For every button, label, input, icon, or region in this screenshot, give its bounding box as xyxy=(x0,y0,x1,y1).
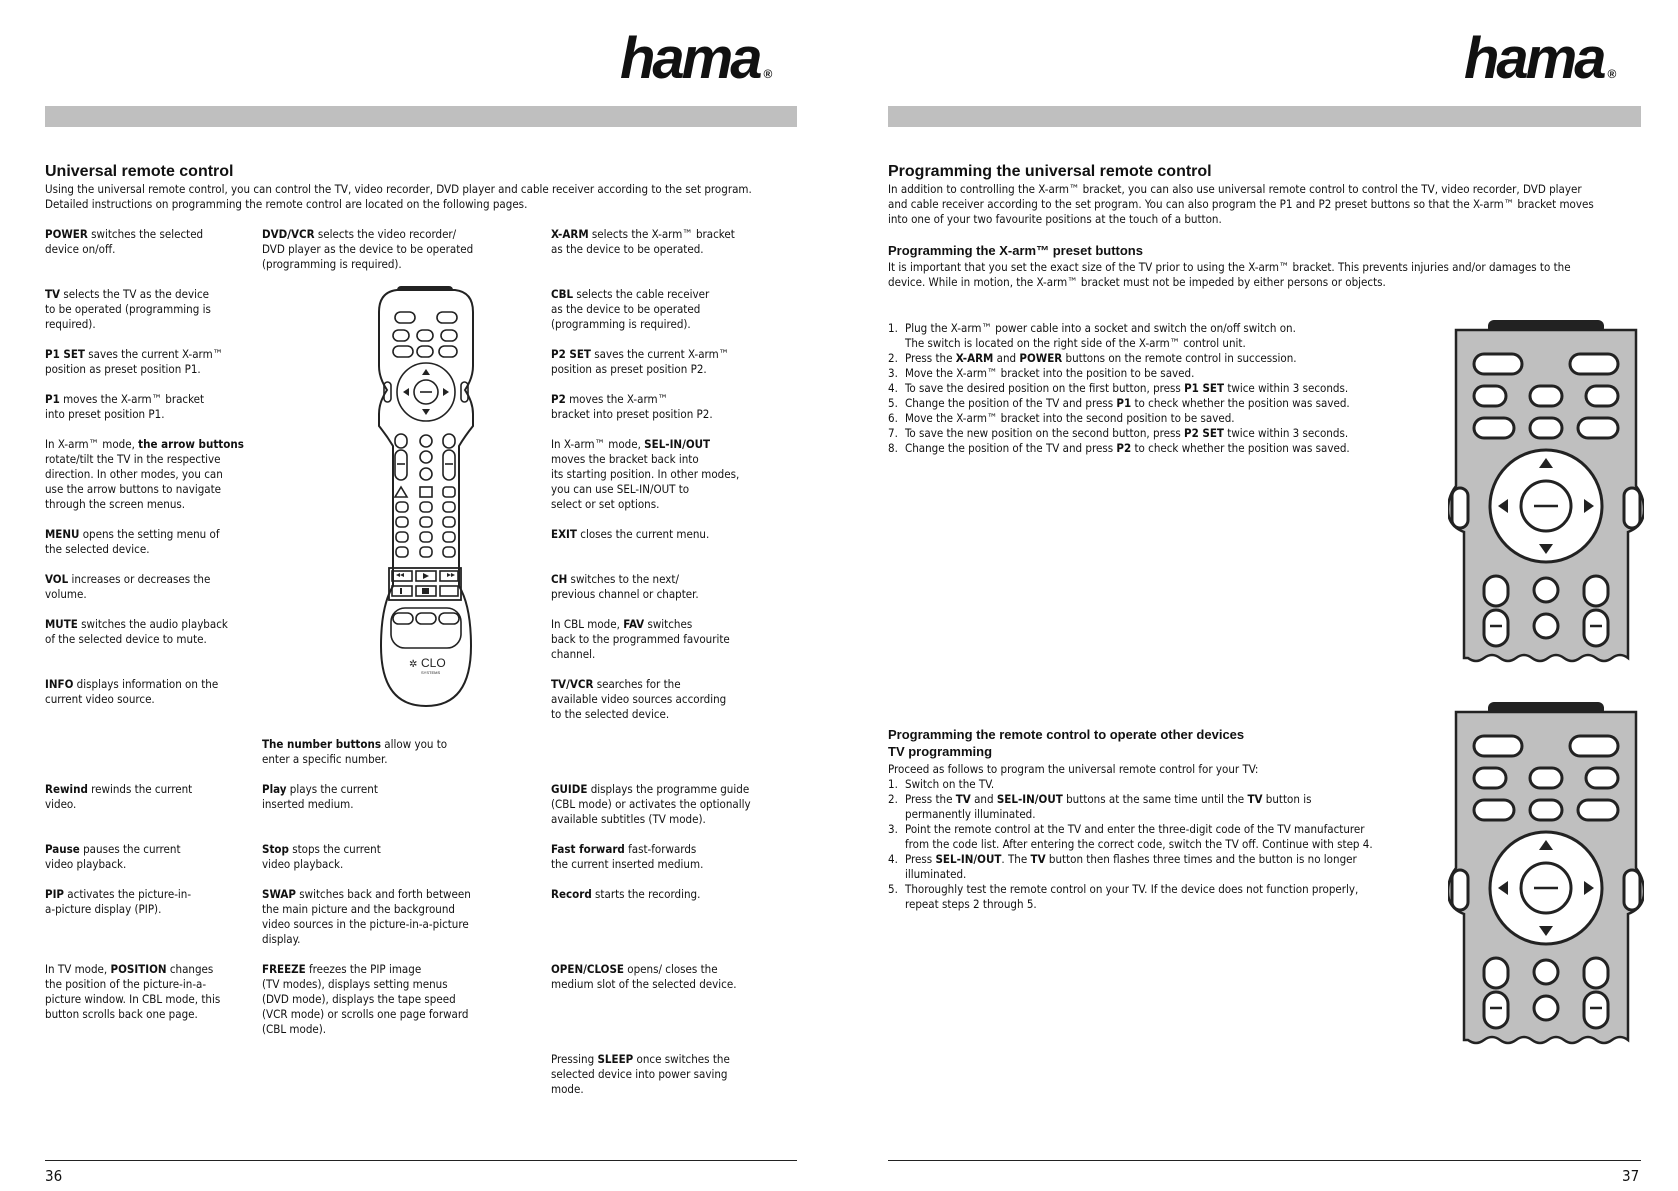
entry-text: starts the recording. xyxy=(591,887,701,901)
step-text: and xyxy=(993,351,1020,365)
header-bar-left xyxy=(45,106,797,127)
step-text: and xyxy=(970,792,997,806)
entry-key: X-ARM xyxy=(551,227,589,241)
step-button-name: SEL-IN/OUT xyxy=(996,792,1063,806)
step-item xyxy=(888,822,1428,852)
entry-text: moves the X-arm™ bracket into preset position P2. xyxy=(551,392,713,421)
entry-text: stops the current video playback. xyxy=(262,842,381,871)
entry-text: selects the X-arm™ bracket as the device to be operated. xyxy=(551,227,735,256)
entry-text: rewinds the current video. xyxy=(45,782,193,811)
step-number: 1. xyxy=(888,321,898,335)
entry-text: displays information on the current video source. xyxy=(45,677,219,706)
entry xyxy=(551,527,709,542)
entry-key: Record xyxy=(551,887,592,901)
step-button-name: P2 SET xyxy=(1184,426,1224,440)
entry-text: displays the programme guide (CBL mode) or activates the optionally available subtitles (TV mode). xyxy=(551,782,751,826)
section2-intro: Proceed as follows to program the universal remote control for your TV: xyxy=(888,762,1259,776)
step-number: 6. xyxy=(888,411,898,425)
remote-control-illustration xyxy=(377,286,475,710)
entry-key: SLEEP xyxy=(597,1052,634,1066)
entry-key: MENU xyxy=(45,527,80,541)
entry-text: selects the video recorder/ DVD player as the device to be operated (programming is required). xyxy=(262,227,474,271)
step-text: To save the new position on the second button, press xyxy=(905,426,1185,440)
entry-key: MUTE xyxy=(45,617,78,631)
entry-text: allow you to enter a specific number. xyxy=(262,737,448,766)
page-number-right: 37 xyxy=(1622,1167,1640,1185)
entry xyxy=(45,842,181,872)
step-text: button is permanently illuminated. xyxy=(905,792,1312,821)
entry-key: VOL xyxy=(45,572,69,586)
entry-key: POSITION xyxy=(110,962,167,976)
entry-text: switches back and forth between the main picture and the background video sources in the picture-in-a-picture display. xyxy=(262,887,471,946)
step-button-name: TV xyxy=(1247,792,1263,806)
step-button-name: TV xyxy=(1030,852,1046,866)
entry xyxy=(45,392,204,422)
entry xyxy=(551,617,730,662)
entry-key: DVD/VCR xyxy=(262,227,315,241)
step-button-name: P2 xyxy=(1116,441,1132,455)
step-text: button then flashes three times and the button is no longer illuminated. xyxy=(905,852,1357,881)
entry xyxy=(262,737,447,767)
step-item xyxy=(888,852,1428,882)
entry-key: PIP xyxy=(45,887,65,901)
entry-key: FREEZE xyxy=(262,962,306,976)
step-number: 1. xyxy=(888,777,898,791)
entry-pre: Pressing xyxy=(551,1052,598,1066)
entry-key: OPEN/CLOSE xyxy=(551,962,624,976)
entry xyxy=(45,437,244,512)
step-text: Point the remote control at the TV and enter the three-digit code of the TV manufacturer from the code list. After entering the correct code, switch the TV off. Continue with step 4. xyxy=(905,822,1373,851)
step-item xyxy=(888,426,1428,441)
entry-key: the arrow buttons xyxy=(138,437,244,451)
step-text: buttons at the same time until the xyxy=(1062,792,1248,806)
header-bar-right xyxy=(888,106,1641,127)
entry-key: CH xyxy=(551,572,568,586)
entry-key: INFO xyxy=(45,677,74,691)
step-number: 4. xyxy=(888,381,898,395)
svg-text:✲: ✲ xyxy=(409,659,418,670)
step-item xyxy=(888,351,1428,366)
entry-key: POWER xyxy=(45,227,88,241)
entry-key: FAV xyxy=(623,617,645,631)
entry xyxy=(551,347,729,377)
entry xyxy=(551,1052,730,1097)
step-number: 3. xyxy=(888,822,898,836)
section2-title: Programming the remote control to operate other devices xyxy=(888,727,1245,742)
step-text: buttons on the remote control in succession. xyxy=(1062,351,1297,365)
entry-key: GUIDE xyxy=(551,782,588,796)
entry xyxy=(551,227,735,257)
entry-text: opens the setting menu of the selected device. xyxy=(45,527,220,556)
entry-text: plays the current inserted medium. xyxy=(262,782,378,811)
entry xyxy=(551,782,751,827)
step-text: Change the position of the TV and press xyxy=(905,396,1117,410)
entry-pre: In X-arm™ mode, xyxy=(551,437,645,451)
entry-key: Stop xyxy=(262,842,289,856)
entry-text: moves the X-arm™ bracket into preset position P1. xyxy=(45,392,205,421)
step-number: 5. xyxy=(888,882,898,896)
entry-key: CBL xyxy=(551,287,574,301)
entry xyxy=(45,887,191,917)
section1-title: Programming the X-arm™ preset buttons xyxy=(888,243,1143,258)
step-number: 2. xyxy=(888,792,898,806)
entry xyxy=(45,347,223,377)
entry-key: Pause xyxy=(45,842,80,856)
entry-text: opens/ closes the medium slot of the selected device. xyxy=(551,962,737,991)
step-text: Change the position of the TV and press xyxy=(905,441,1117,455)
step-text: Press xyxy=(905,852,936,866)
entry-text: rotate/tilt the TV in the respective direction. In other modes, you can use the arrow buttons to navigate through the screen menus. xyxy=(45,452,223,511)
entry-text: fast-forwards the current inserted medium. xyxy=(551,842,704,871)
entry xyxy=(551,392,713,422)
entry-text: switches back to the programmed favourite channel. xyxy=(551,617,730,661)
section2-steps xyxy=(888,777,1428,912)
entry-text: closes the current menu. xyxy=(576,527,710,541)
entry-text: selects the TV as the device to be operated (programming is required). xyxy=(45,287,211,331)
step-number: 7. xyxy=(888,426,898,440)
step-item xyxy=(888,381,1428,396)
entry-key: Play xyxy=(262,782,287,796)
footer-rule-right xyxy=(888,1160,1641,1161)
entry xyxy=(45,287,211,332)
section1-intro: It is important that you set the exact size of the TV prior to using the X-arm™ bracket. This prevents injuries and/or damages to the device. While in motion, the X-arm™ bracket must not be impeded by either persons or objects. xyxy=(888,260,1571,289)
entry-key: P1 xyxy=(45,392,60,406)
step-button-name: SEL-IN/OUT xyxy=(935,852,1002,866)
step-button-name: TV xyxy=(955,792,971,806)
entry-text: increases or decreases the volume. xyxy=(45,572,211,601)
left-page-intro: Using the universal remote control, you can control the TV, video recorder, DVD player and cable receiver according to the set program. Detailed instructions on programming the remote control are located on the following pages. xyxy=(45,182,752,211)
step-text: Switch on the TV. xyxy=(905,777,995,791)
entry xyxy=(45,962,220,1022)
step-item xyxy=(888,882,1428,912)
svg-text:SYSTEMS: SYSTEMS xyxy=(421,670,441,675)
entry-text: moves the bracket back into its starting position. In other modes, you can use SEL-IN/OUT to select or set options. xyxy=(551,452,740,511)
entry-key: P1 SET xyxy=(45,347,85,361)
step-number: 3. xyxy=(888,366,898,380)
entry-key: Rewind xyxy=(45,782,88,796)
hama-logo-right: hama ® xyxy=(1464,26,1617,91)
entry-key: TV/VCR xyxy=(551,677,594,691)
step-number: 4. xyxy=(888,852,898,866)
footer-rule-left xyxy=(45,1160,797,1161)
entry xyxy=(262,887,471,947)
step-text: twice within 3 seconds. xyxy=(1224,381,1349,395)
entry-key: TV xyxy=(45,287,61,301)
entry-pre: In X-arm™ mode, xyxy=(45,437,139,451)
step-text: Press the xyxy=(905,792,956,806)
entry xyxy=(551,287,709,332)
step-text: . The xyxy=(1001,852,1031,866)
hama-logo-left: hama ® xyxy=(620,26,773,91)
entry xyxy=(45,572,210,602)
entry xyxy=(45,617,228,647)
step-text: To save the desired position on the first button, press xyxy=(905,381,1185,395)
step-text: Move the X-arm™ bracket into the second position to be saved. xyxy=(905,411,1235,425)
step-item xyxy=(888,411,1428,426)
entry xyxy=(262,782,378,812)
step-number: 5. xyxy=(888,396,898,410)
entry xyxy=(551,677,726,722)
step-button-name: P1 SET xyxy=(1184,381,1225,395)
svg-text:CLO: CLO xyxy=(421,656,446,670)
step-text: Move the X-arm™ bracket into the position to be saved. xyxy=(905,366,1195,380)
step-text: Thoroughly test the remote control on your TV. If the device does not function properly, repeat steps 2 through 5. xyxy=(905,882,1359,911)
entry-text: switches to the next/ previous channel or chapter. xyxy=(551,572,699,601)
left-page-title: Universal remote control xyxy=(45,163,234,180)
step-text: Press the xyxy=(905,351,956,365)
entry xyxy=(551,572,699,602)
entry-key: The number buttons xyxy=(262,737,381,751)
entry-text: freezes the PIP image (TV modes), displays setting menus (DVD mode), displays the tape speed (VCR mode) or scrolls one page forward (CBL mode). xyxy=(262,962,469,1036)
step-button-name: POWER xyxy=(1019,351,1063,365)
step-item xyxy=(888,441,1428,456)
step-item xyxy=(888,321,1428,351)
step-item xyxy=(888,792,1428,822)
entry-text: pauses the current video playback. xyxy=(45,842,181,871)
step-button-name: P1 xyxy=(1116,396,1132,410)
entry xyxy=(262,962,468,1037)
entry xyxy=(262,227,473,272)
step-text: twice within 3 seconds. xyxy=(1223,426,1349,440)
step-number: 2. xyxy=(888,351,898,365)
entry-text: saves the current X-arm™ position as preset position P1. xyxy=(45,347,224,376)
entry xyxy=(262,842,381,872)
section1-steps xyxy=(888,321,1428,456)
entry-pre: In TV mode, xyxy=(45,962,111,976)
section2-subtitle: TV programming xyxy=(888,744,993,759)
entry-key: P2 SET xyxy=(551,347,591,361)
entry-key: P2 xyxy=(551,392,566,406)
right-page-title: Programming the universal remote control xyxy=(888,163,1212,180)
entry xyxy=(551,962,737,992)
entry-text: switches the selected device on/off. xyxy=(45,227,204,256)
step-number: 8. xyxy=(888,441,898,455)
entry xyxy=(45,227,203,257)
entry xyxy=(45,677,218,707)
entry-text: searches for the available video sources according to the selected device. xyxy=(551,677,727,721)
step-text: to check whether the position was saved. xyxy=(1131,396,1350,410)
entry-text: selects the cable receiver as the device to be operated (programming is required). xyxy=(551,287,710,331)
entry-key: Fast forward xyxy=(551,842,625,856)
entry-text: saves the current X-arm™ position as preset position P2. xyxy=(551,347,730,376)
entry xyxy=(45,527,219,557)
entry-text: once switches the selected device into power saving mode. xyxy=(551,1052,730,1096)
entry-text: switches the audio playback of the selected device to mute. xyxy=(45,617,228,646)
entry-key: SWAP xyxy=(262,887,296,901)
page-number-left: 36 xyxy=(45,1167,63,1185)
entry xyxy=(551,887,700,902)
step-text: Plug the X-arm™ power cable into a socket and switch the on/off switch on. The switch is located on the right side of the X-arm™ control unit. xyxy=(905,321,1296,350)
entry xyxy=(551,842,703,872)
entry-text: activates the picture-in- a-picture display (PIP). xyxy=(45,887,192,916)
entry-key: EXIT xyxy=(551,527,577,541)
entry xyxy=(551,437,739,512)
step-text: to check whether the position was saved. xyxy=(1131,441,1350,455)
entry xyxy=(45,782,192,812)
entry-pre: In CBL mode, xyxy=(551,617,624,631)
step-button-name: X-ARM xyxy=(955,351,994,365)
step-item xyxy=(888,777,1428,792)
remote-closeup-bottom xyxy=(1448,700,1644,1046)
entry-text: changes the position of the picture-in-a- picture window. In CBL mode, this button scrolls back one page. xyxy=(45,962,221,1021)
right-page-intro: In addition to controlling the X-arm™ bracket, you can also use universal remote control to control the TV, video recorder, DVD player and cable receiver according to the set program. You can also program the P1 and P2 preset buttons so that the X-arm™ bracket moves into one of your two favourite positions at the touch of a button. xyxy=(888,182,1594,226)
entry-key: SEL-IN/OUT xyxy=(644,437,711,451)
step-item xyxy=(888,396,1428,411)
step-item xyxy=(888,366,1428,381)
remote-closeup-top xyxy=(1448,318,1644,664)
